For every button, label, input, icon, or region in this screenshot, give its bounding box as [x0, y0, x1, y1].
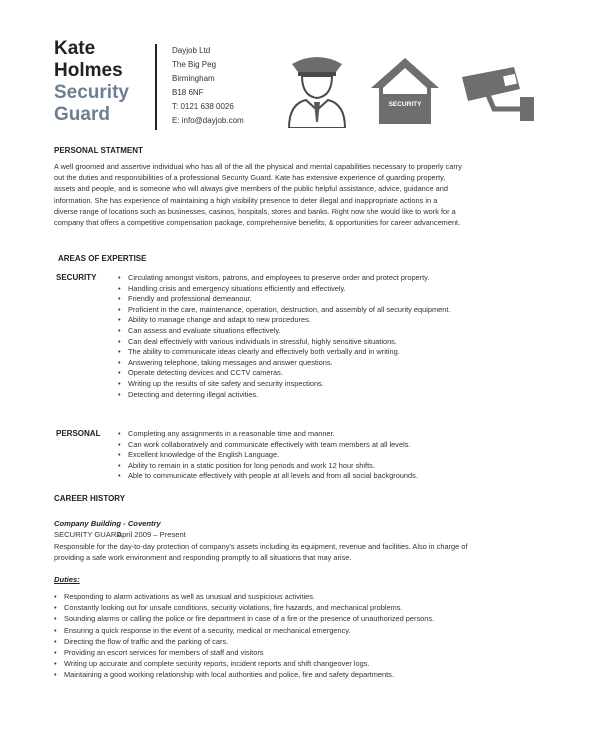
guard-icon [284, 50, 350, 128]
candidate-name [54, 38, 129, 126]
statement-line: information. She has experience of maintaining a high visibility presence to deter illegal and inappropriate actions in a [54, 195, 438, 205]
list-item: • Can work collaboratively and communicate effectively with team members at all levels. [118, 440, 418, 451]
list-item: • Ability to manage change and adapt to new procedures. [118, 315, 451, 326]
list-item: • Ability to remain in a static position for long periods and work 12 hour shifts. [118, 461, 418, 472]
contact-postcode: B18 6NF [172, 88, 204, 97]
job-description-line: providing a safe work environment and responding promptly to all situations that may arise. [54, 553, 352, 563]
statement-line: company that offers a competitive compensation package, comprehensive benefits, & opportunities for career advancement. [54, 218, 461, 228]
job-position: SECURITY GUARD [54, 530, 122, 539]
contact-block [172, 44, 244, 128]
first-name: Kate [54, 38, 96, 59]
statement-title: PERSONAL STATMENT [54, 146, 143, 155]
header-divider [155, 44, 157, 130]
house-security-icon [369, 56, 441, 126]
statement-line: A well groomed and assertive individual who has all of the all the physical and mental capabilities necessary to properly carry [54, 162, 462, 171]
list-item: • Operate detecting devices and CCTV cameras. [118, 368, 451, 379]
role-line-2: Guard [54, 104, 110, 125]
list-item: • Friendly and professional demeanour. [118, 294, 451, 305]
personal-label: PERSONAL [56, 429, 101, 438]
list-item: • Sounding alarms or calling the police or fire department in case of a fire or the presence of unauthorized persons. [54, 613, 434, 624]
list-item: • Writing up the results of site safety and security inspections. [118, 379, 451, 390]
personal-skills-list [118, 429, 418, 482]
list-item: • Constantly looking out for unsafe conditions, security violations, fire hazards, and mechanical problems. [54, 602, 434, 613]
statement-paragraph [54, 161, 564, 228]
expertise-title: AREAS OF EXPERTISE [58, 254, 147, 263]
list-item: • Maintaining a good working relationship with local authorities and police, fire and safety departments. [54, 669, 434, 680]
list-item: • Circulating amongst visitors, patrons, and employees to preserve order and protect property. [118, 273, 451, 284]
list-item: • Handling crisis and emergency situations efficiently and effectively. [118, 284, 451, 295]
statement-line: out the duties and responsibilities of a professional Security Guard. Kate has extensive experience of guarding property, [54, 173, 446, 183]
last-name: Holmes [54, 60, 123, 81]
list-item: • Providing an escort services for members of staff and visitors [54, 647, 434, 658]
list-item: • Directing the flow of traffic and the parking of cars. [54, 636, 434, 647]
list-item: • Excellent knowledge of the English Language. [118, 450, 418, 461]
job-dates: April 2009 – Present [117, 530, 186, 539]
job-position-row [54, 530, 186, 539]
statement-line: diverse range of locations such as businesses, casinos, hospitals, stores and banks. Right now she would like to work for a [54, 206, 456, 216]
career-title: CAREER HISTORY [54, 494, 126, 503]
list-item: • Completing any assignments in a reasonable time and manner. [118, 429, 418, 440]
contact-street: The Big Peg [172, 60, 217, 69]
list-item: • Answering telephone, taking messages and answer questions. [118, 358, 451, 369]
list-item: • Can assess and evaluate situations effectively. [118, 326, 451, 337]
contact-phone: T: 0121 638 0026 [172, 102, 234, 111]
list-item: • Ensuring a quick response in the event of a security, medical or mechanical emergency. [54, 625, 434, 636]
list-item: • Writing up accurate and complete security reports, incident reports and shift changeover logs. [54, 658, 434, 669]
list-item: • The ability to communicate ideas clearly and effectively both verbally and in writing. [118, 347, 451, 358]
cctv-camera-icon [458, 63, 538, 125]
job-description-line: Responsible for the day-to-day protection of company's assets including its equipment, revenue and facilities. Also in charge of [54, 542, 468, 551]
contact-city: Birmingham [172, 74, 215, 83]
statement-line: assets and people, and is someone who will always give members of the public helpful assistance, advice, guidance and [54, 184, 448, 194]
job-company: Company Building - Coventry [54, 519, 161, 528]
resume-header [54, 38, 574, 138]
list-item: • Able to communicate effectively with people at all levels and from all social backgrounds. [118, 471, 418, 482]
contact-email[interactable]: E: info@dayjob.com [172, 116, 244, 125]
job-description [54, 541, 569, 563]
contact-company: Dayjob Ltd [172, 46, 211, 55]
house-label: SECURITY [388, 101, 422, 108]
duties-title: Duties: [54, 575, 80, 584]
list-item: • Can deal effectively with various individuals in stressful, highly sensitive situations. [118, 337, 451, 348]
list-item: • Proficient in the care, maintenance, operation, destruction, and assembly of all security equipment. [118, 305, 451, 316]
list-item: • Detecting and deterring illegal activities. [118, 390, 451, 401]
role-line-1: Security [54, 82, 129, 103]
list-item: • Responding to alarm activations as well as unusual and suspicious activities. [54, 591, 434, 602]
duties-list [54, 591, 434, 681]
security-skills-list [118, 273, 451, 400]
security-label: SECURITY [56, 273, 97, 282]
